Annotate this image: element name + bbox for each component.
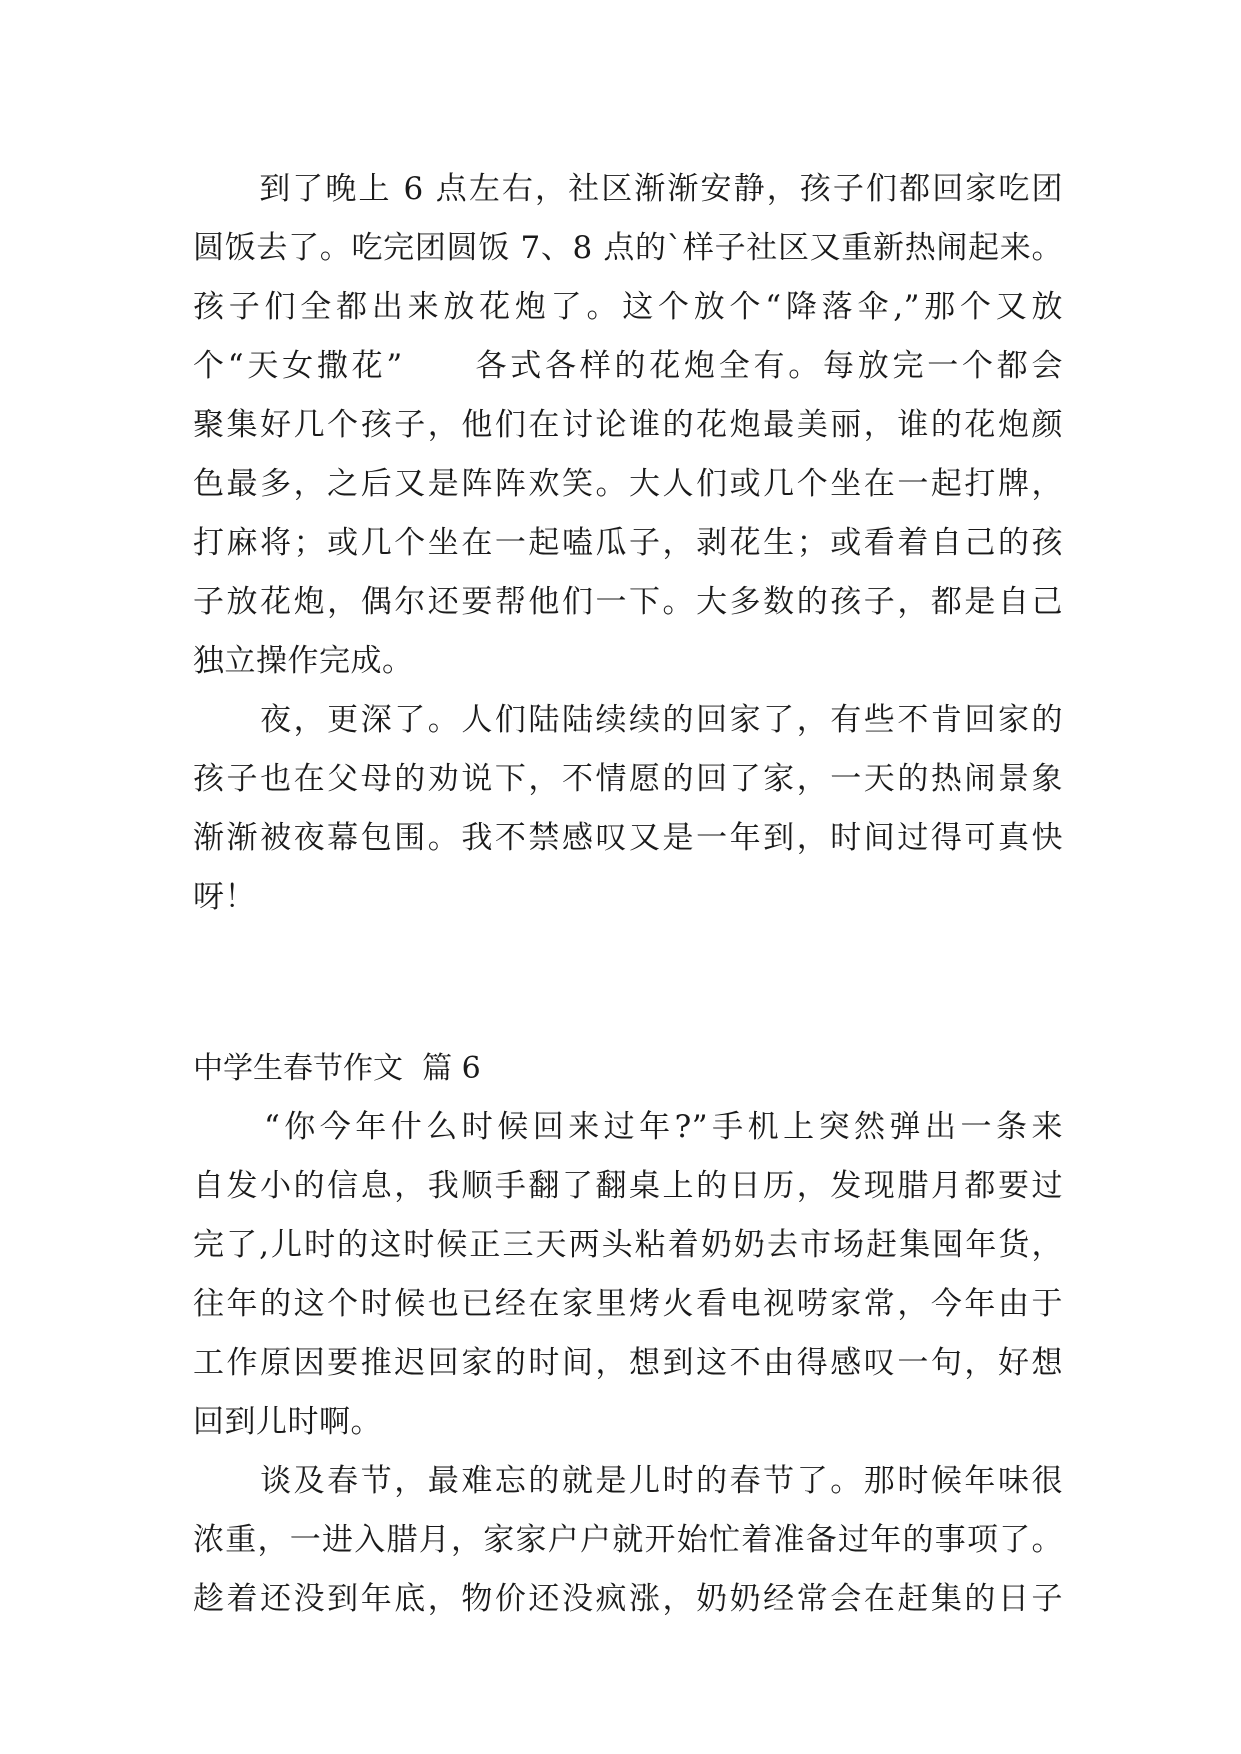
paragraph-night-fireworks	[193, 160, 1063, 691]
text-line: 独立操作完成。	[193, 643, 414, 679]
text-line: 呀！	[193, 879, 256, 915]
text-line: 谈及春节，最难忘的就是儿时的春节了。那时候年味很	[193, 1463, 1063, 1499]
section-heading: 中学生春节作文 篇 6	[193, 1051, 481, 1086]
text-line: 打麻将；或几个坐在一起嗑瓜子，剥花生；或看着自己的孩	[193, 525, 1063, 561]
text-line: 子放花炮，偶尔还要帮他们一下。大多数的孩子，都是自己	[193, 584, 1063, 620]
text-line: 自发小的信息，我顺手翻了翻桌上的日历，发现腊月都要过	[193, 1168, 1063, 1204]
text-line: 色最多，之后又是阵阵欢笑。大人们或几个坐在一起打牌，	[193, 466, 1063, 502]
paragraph-message	[193, 1098, 1063, 1452]
section-spacer	[193, 927, 1063, 1039]
text-line: 夜，更深了。人们陆陆续续的回家了，有些不肯回家的	[193, 702, 1063, 738]
paragraph-childhood-spring-festival	[193, 1452, 1063, 1629]
text-line: 回到儿时啊。	[193, 1404, 382, 1440]
text-line: 聚集好几个孩子，他们在讨论谁的花炮最美丽，谁的花炮颜	[193, 407, 1063, 443]
document-body	[193, 160, 1063, 1629]
text-line: “你今年什么时候回来过年?”手机上突然弹出一条来	[193, 1109, 1063, 1145]
text-line: 个“天女撒花” 各式各样的花炮全有。每放完一个都会	[193, 348, 1063, 384]
text-line: 孩子也在父母的劝说下，不情愿的回了家，一天的热闹景象	[193, 761, 1063, 797]
text-line: 浓重，一进入腊月，家家户户就开始忙着准备过年的事项了。	[193, 1522, 1063, 1558]
text-line: 圆饭去了。吃完团圆饭 7、8 点的`样子社区又重新热闹起来。	[193, 230, 1063, 266]
text-line: 到了晚上 6 点左右，社区渐渐安静，孩子们都回家吃团	[193, 171, 1063, 207]
text-line: 渐渐被夜幕包围。我不禁感叹又是一年到，时间过得可真快	[193, 820, 1063, 856]
text-line: 完了,儿时的这时候正三天两头粘着奶奶去市场赶集囤年货，	[193, 1227, 1063, 1263]
text-line: 往年的这个时候也已经在家里烤火看电视唠家常，今年由于	[193, 1286, 1063, 1322]
paragraph-late-night	[193, 691, 1063, 927]
text-line: 工作原因要推迟回家的时间，想到这不由得感叹一句，好想	[193, 1345, 1063, 1381]
text-line: 趁着还没到年底，物价还没疯涨，奶奶经常会在赶集的日子	[193, 1581, 1063, 1617]
text-line: 孩子们全都出来放花炮了。这个放个“降落伞,”那个又放	[193, 289, 1063, 325]
